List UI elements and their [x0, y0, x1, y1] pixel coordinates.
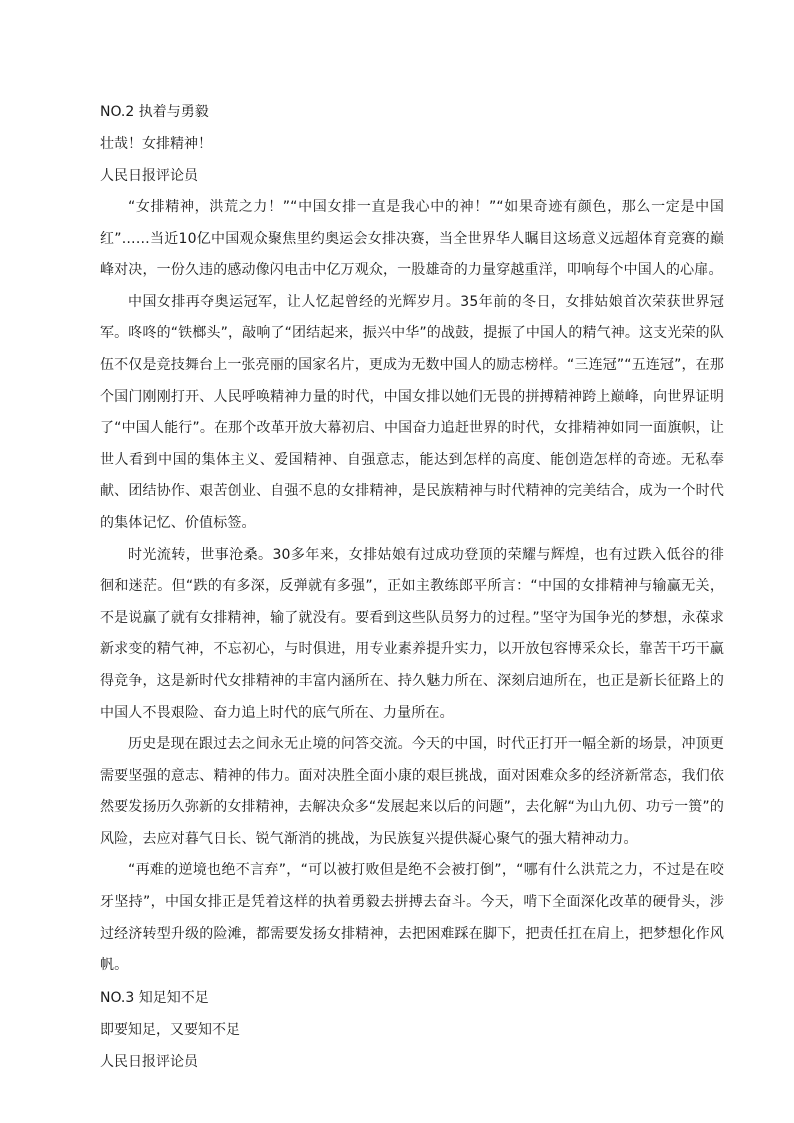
section-2-heading: NO.2 执着与勇毅 [100, 104, 209, 120]
section-3-heading: NO.3 知足知不足 [100, 989, 209, 1006]
paragraph-3: 时光流转，世事沧桑。30多年来，女排姑娘有过成功登顶的荣耀与辉煌，也有过跌入低谷的徘徊和迷茫。但“跌的有多深，反弹就有多强”，正如主教练郎平所言：“中国的女排精神与输赢无关，不是说赢了就有女排精神，输了就没有。要看到这些队员努力的过程。”坚守为国争光的梦想，永葆求新求变的精气神，不忘初心，与时俱进，用专业素养提升实力，以开放包容博采众长，靠苦干巧干赢得竞争，这是新时代女排精神的丰富内涵所在、持久魅力所在、深刻启迪所在，也正是新长征路上的中国人不畏艰险、奋力追上时代的底气所在、力量所在。 [100, 546, 724, 721]
section-3-author: 人民日报评论员 [100, 1053, 198, 1070]
paragraph-5: “再难的逆境也绝不言弃”，“可以被打败但是绝不会被打倒”，“哪有什么洪荒之力，不过是在咬牙坚持”，中国女排正是凭着这样的执着勇毅去拼搏去奋斗。今天，啃下全面深化改革的硬骨头，涉过经济转型升级的险滩，都需要发扬女排精神，去把困难踩在脚下，把责任扛在肩上，把梦想化作风帆。 [100, 862, 724, 974]
paragraph-2: 中国女排再夺奥运冠军，让人忆起曾经的光辉岁月。35年前的冬日，女排姑娘首次荣获世界冠军。咚咚的“铁榔头”，敲响了“团结起来，振兴中华”的战鼓，提振了中国人的精气神。这支光荣的队伍不仅是竞技舞台上一张亮丽的国家名片，更成为无数中国人的励志榜样。“三连冠”“五连冠”，在那个国门刚刚打开、人民呼唤精神力量的时代，中国女排以她们无畏的拼搏精神跨上巅峰，向世界证明了“中国人能行”。在那个改革开放大幕初启、中国奋力追赶世界的时代，女排精神如同一面旗帜，让世人看到中国的集体主义、爱国精神、自强意志，能达到怎样的高度、能创造怎样的奇迹。无私奉献、团结协作、艰苦创业、自强不息的女排精神，是民族精神与时代精神的完美结合，成为一个时代的集体记忆、价值标签。 [100, 293, 724, 531]
section-3-title: 即要知足，又要知不足 [100, 1021, 240, 1038]
paragraph-1: “女排精神，洪荒之力！”“中国女排一直是我心中的神！”“如果奇迹有颜色，那么一定是中国红”……当近10亿中国观众聚焦里约奥运会女排决赛，当全世界华人瞩目这场意义远超体育竞赛的巅峰对决，一份久违的感动像闪电击中亿万观众，一股雄奇的力量穿越重洋，叩响每个中国人的心扉。 [100, 199, 724, 279]
paragraph-4: 历史是现在跟过去之间永无止境的问答交流。今天的中国，时代正打开一幅全新的场景，冲顶更需要坚强的意志、精神的伟力。面对决胜全面小康的艰巨挑战，面对困难众多的经济新常态，我们依然要发扬历久弥新的女排精神，去解决众多“发展起来以后的问题”，去化解“为山九仞、功亏一篑”的风险，去应对暮气日长、锐气渐消的挑战，为民族复兴提供凝心聚气的强大精神动力。 [100, 736, 724, 847]
section-2-title: 壮哉！女排精神！ [100, 136, 212, 152]
section-2-author: 人民日报评论员 [100, 168, 198, 184]
